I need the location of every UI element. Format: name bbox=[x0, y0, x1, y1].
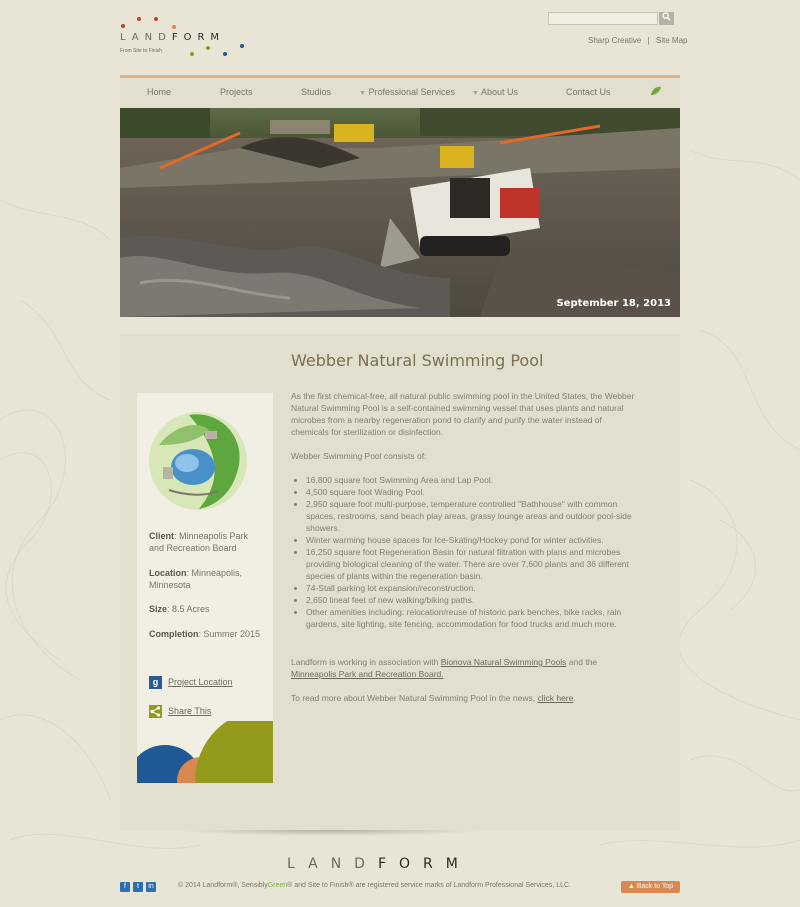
share-icon bbox=[149, 705, 162, 718]
project-sidebar bbox=[137, 393, 273, 783]
feature-item: • 74-Stall parking lot expansion/reconstruction. bbox=[306, 582, 639, 594]
logo-dot bbox=[154, 17, 158, 21]
bionova-link[interactable]: Bionova Natural Swimming Pools bbox=[440, 657, 567, 667]
logo-dot bbox=[223, 52, 227, 56]
content-panel bbox=[120, 334, 680, 830]
dropdown-triangle-icon: ▼ bbox=[472, 90, 479, 97]
search-icon[interactable] bbox=[659, 12, 674, 25]
leaf-icon[interactable] bbox=[650, 86, 662, 96]
sharp-creative-link[interactable]: Sharp Creative bbox=[588, 36, 642, 45]
linkedin-icon[interactable]: in bbox=[146, 882, 156, 892]
nav-item-about-us[interactable]: ▼ About Us bbox=[472, 87, 518, 97]
search-box bbox=[548, 12, 674, 25]
logo-tagline: From Site to Finish bbox=[120, 48, 162, 54]
dropdown-triangle-icon: ▼ bbox=[359, 90, 366, 97]
minneapolis-park-board-link[interactable]: Minneapolis Park and Recreation Board. bbox=[291, 669, 444, 679]
feature-item: • 4,500 square foot Wading Pool. bbox=[306, 486, 639, 498]
logo-dot bbox=[121, 24, 125, 28]
feature-item: • 2,950 square foot multi-purpose, temperature controlled "Bathhouse" with common spaces, restrooms, sand beach play areas, grassy lounge areas and outdoor pool-side showers. bbox=[306, 498, 639, 534]
twitter-icon[interactable]: t bbox=[133, 882, 143, 892]
association-paragraph: Landform is working in association with Bionova Natural Swimming Pools and the Minneapolis Park and Recreation Board. bbox=[291, 657, 598, 679]
construction-photo bbox=[120, 108, 680, 317]
features-heading: Webber Swimming Pool consists of: bbox=[291, 451, 427, 461]
landform-logo[interactable] bbox=[120, 14, 260, 64]
footer-wordmark: LANDFORM bbox=[287, 856, 471, 872]
logo-dot bbox=[240, 44, 244, 48]
feature-item: • 16,800 square foot Swimming Area and Lap Pool. bbox=[306, 474, 639, 486]
nav-item-contact-us[interactable]: Contact Us bbox=[566, 87, 611, 97]
site-map-link[interactable]: Site Map bbox=[655, 36, 688, 45]
news-click-here-link[interactable]: click here bbox=[537, 693, 574, 703]
fact-completion: Completion: Summer 2015 bbox=[149, 629, 261, 639]
copyright-text: © 2014 Landform®, SensiblyGreen® and Site to Finish® are registered service marks of Landform Professional Services, LLC. bbox=[178, 882, 571, 889]
fact-size: Size: 8.5 Acres bbox=[149, 604, 210, 614]
news-paragraph: To read more about Webber Natural Swimming Pool in the news, click here. bbox=[291, 693, 576, 703]
main-navigation bbox=[120, 75, 680, 110]
logo-wordmark: LANDFORM bbox=[120, 32, 226, 43]
fact-client: Client: Minneapolis Park and Recreation Board bbox=[149, 531, 249, 553]
features-list-container bbox=[291, 474, 639, 630]
feature-item: • 2,650 lineal feet of new walking/biking paths. bbox=[306, 594, 639, 606]
site-plan-image bbox=[149, 405, 247, 515]
decorative-color-blobs bbox=[137, 721, 273, 783]
back-to-top-button[interactable]: ▲ Back to Top bbox=[621, 881, 680, 893]
logo-dot bbox=[137, 17, 141, 21]
project-location-link[interactable]: g Project Location bbox=[149, 676, 269, 690]
nav-item-professional-services[interactable]: ▼ Professional Services bbox=[359, 87, 455, 97]
facebook-icon[interactable]: f bbox=[120, 882, 130, 892]
utility-links bbox=[588, 36, 688, 45]
project-title: Webber Natural Swimming Pool bbox=[291, 351, 544, 370]
search-input[interactable] bbox=[548, 12, 658, 25]
nav-item-studios[interactable]: Studios bbox=[301, 87, 332, 97]
feature-item: • Winter warming house spaces for Ice-Skating/Hockey pond for winter activities. bbox=[306, 534, 639, 546]
link-separator: | bbox=[647, 36, 650, 45]
logo-dot bbox=[190, 52, 194, 56]
logo-dot bbox=[206, 46, 210, 50]
nav-item-home[interactable]: Home bbox=[147, 87, 172, 97]
feature-item: • 16,250 square foot Regeneration Basin for natural filtration with plans and microbes providing biological cleaning of the water. There are over 7,600 plants and 36 different species of plants within the regeneration basin. bbox=[306, 546, 639, 582]
features-list bbox=[291, 474, 639, 630]
panel-shadow bbox=[170, 830, 490, 836]
hero-image bbox=[120, 108, 680, 317]
project-intro: As the first chemical-free, all natural public swimming pool in the United States, the Webber Natural Swimming Pool is a self-contained swimming vessel that uses plants and natural microbes from a nearby regeneration pond to clarify and purify the water instead of chemicals for sterilization or disinfection. bbox=[291, 391, 635, 437]
nav-item-projects[interactable]: Projects bbox=[220, 87, 253, 97]
hero-date-caption: September 18, 2013 bbox=[556, 298, 671, 309]
logo-dot bbox=[172, 25, 176, 29]
fact-location: Location: Minneapolis, Minnesota bbox=[149, 568, 243, 590]
google-icon: g bbox=[149, 676, 162, 689]
share-this-link[interactable]: Share This bbox=[149, 705, 269, 719]
feature-item: • Other amenities including: relocation/reuse of historic park benches, bike racks, rain gardens, site lighting, site fencing, accommodation for food trucks and much more. bbox=[306, 606, 639, 630]
